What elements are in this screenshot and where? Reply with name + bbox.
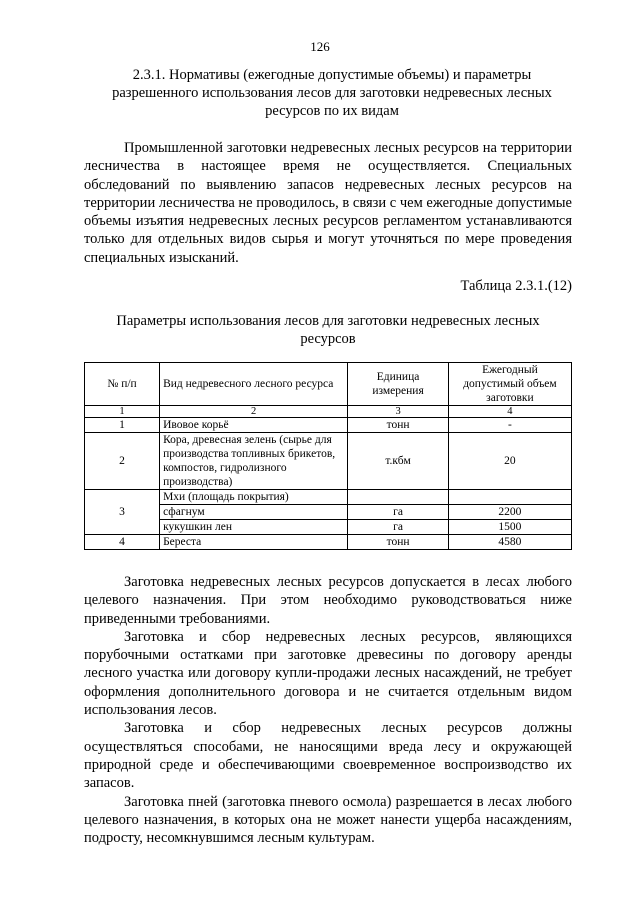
column-number: 3 bbox=[348, 406, 449, 418]
page-number: 126 bbox=[310, 39, 330, 54]
unit-cell: тонн bbox=[348, 418, 449, 433]
resource-cell: сфагнум bbox=[160, 505, 348, 520]
parameters-table bbox=[84, 362, 572, 550]
section-heading-line: ресурсов по их видам bbox=[265, 103, 399, 119]
volume-cell: 2200 bbox=[448, 505, 571, 520]
table-title bbox=[100, 312, 556, 348]
resource-cell: Ивовое корьё bbox=[160, 418, 348, 433]
table-title-line: ресурсов bbox=[300, 331, 356, 347]
table-row bbox=[85, 433, 572, 490]
table-title-line: Параметры использования лесов для заготовки недревесных лесных bbox=[116, 313, 540, 329]
intro-paragraph: Промышленной заготовки недревесных лесных ресурсов на территории лесничества в настоящее время не осуществляется. Специальных обследований по выявлению запасов недревесных лесных ресурсов на территории лесничества не проводилось, в связи с чем ежегодные допустимые объемы изъятия недревесных лесных ресурсов регламентом устанавливаются только для отдельных видов сырья и могут уточняться по мере проведения специальных изысканий. bbox=[84, 140, 572, 266]
resource-cell: Мхи (площадь покрытия) bbox=[160, 490, 348, 505]
header-cell: Ежегодный допустимый объем заготовки bbox=[448, 363, 571, 406]
section-heading-line: 2.3.1. Нормативы (ежегодные допустимые объемы) и параметры bbox=[132, 67, 532, 83]
section-heading-line: разрешенного использования лесов для заготовки недревесных лесных bbox=[112, 85, 552, 101]
table-row bbox=[85, 535, 572, 550]
section-heading bbox=[112, 66, 552, 120]
paragraph: Заготовка недревесных лесных ресурсов допускается в лесах любого целевого назначения. При этом необходимо руководствоваться ниже приведенными требованиями. bbox=[84, 574, 572, 627]
table-header-row bbox=[85, 363, 572, 406]
volume-cell: 4580 bbox=[448, 535, 571, 550]
column-number: 1 bbox=[85, 406, 160, 418]
table-label: Таблица 2.3.1.(12) bbox=[460, 278, 572, 294]
header-cell: Единица измерения bbox=[348, 363, 449, 406]
column-number: 2 bbox=[160, 406, 348, 418]
resource-cell: Кора, древесная зелень (сырье для производства топливных брикетов, компостов, гидролизного производства) bbox=[160, 433, 348, 490]
paragraph: Заготовка пней (заготовка пневого осмола) разрешается в лесах любого целевого назначения, в которых она не может нанести ущерба насаждениям, подросту, несомкнувшимся лесным культурам. bbox=[84, 793, 572, 847]
unit-cell bbox=[348, 490, 449, 505]
table-row bbox=[85, 418, 572, 433]
volume-cell: 1500 bbox=[448, 520, 571, 535]
row-number: 1 bbox=[85, 418, 160, 433]
paragraph: Заготовка и сбор недревесных лесных ресурсов должны осуществляться способами, не наносящими вреда лесу и окружающей природной среде и обеспечивающими своевременное воспроизводство их запасов. bbox=[84, 720, 572, 792]
unit-cell: га bbox=[348, 505, 449, 520]
unit-cell: га bbox=[348, 520, 449, 535]
column-number-row bbox=[85, 406, 572, 418]
volume-cell: - bbox=[448, 418, 571, 433]
header-cell: Вид недревесного лесного ресурса bbox=[160, 363, 348, 406]
row-number: 3 bbox=[85, 490, 160, 535]
row-number: 4 bbox=[85, 535, 160, 550]
paragraph: Заготовка и сбор недревесных лесных ресурсов, являющихся порубочными остатками при заготовке древесины по договору аренды лесного участка или договору купли-продажи лесных насаждений, не требует оформления дополнительного договора и не считается отдельным видом использования лесов. bbox=[84, 628, 572, 719]
unit-cell: т.кбм bbox=[348, 433, 449, 490]
body-text bbox=[84, 573, 572, 847]
resource-cell: Береста bbox=[160, 535, 348, 550]
header-cell: № п/п bbox=[85, 363, 160, 406]
volume-cell bbox=[448, 490, 571, 505]
column-number: 4 bbox=[448, 406, 571, 418]
volume-cell: 20 bbox=[448, 433, 571, 490]
row-number: 2 bbox=[85, 433, 160, 490]
unit-cell: тонн bbox=[348, 535, 449, 550]
resource-cell: кукушкин лен bbox=[160, 520, 348, 535]
table-row bbox=[85, 490, 572, 505]
